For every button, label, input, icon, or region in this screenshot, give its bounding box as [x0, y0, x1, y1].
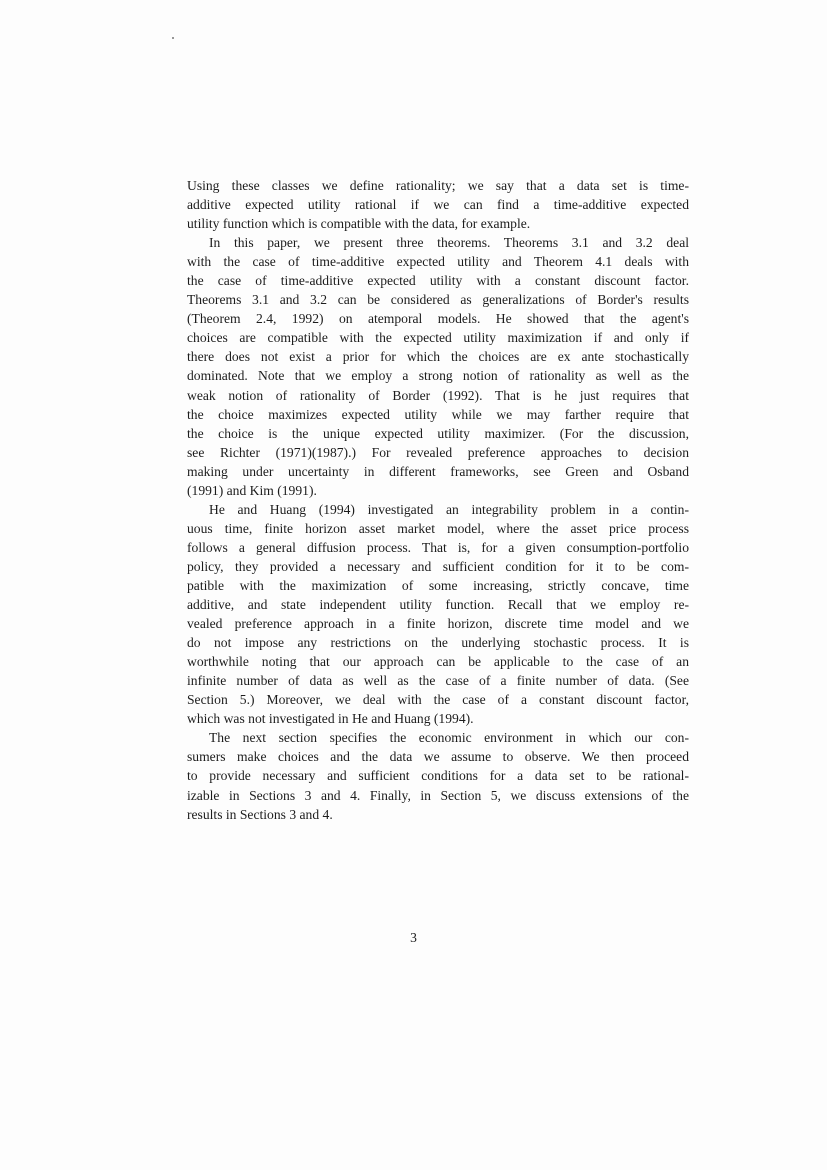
paragraph [187, 233, 689, 500]
text-line: additive, and state independent utility function. Recall that we employ re- [187, 597, 689, 613]
text-line: see Richter (1971)(1987).) For revealed preference approaches to decision [187, 444, 689, 460]
text-line: utility function which is compatible with the data, for example. [187, 216, 531, 232]
text-line: results in Sections 3 and 4. [187, 806, 333, 822]
text-line: vealed preference approach in a finite horizon, discrete time model and we [187, 616, 689, 632]
text-line: (Theorem 2.4, 1992) on atemporal models. He showed that the agent's [187, 311, 689, 327]
text-line: additive expected utility rational if we can find a time-additive expected [187, 197, 689, 213]
text-line: making under uncertainty in different frameworks, see Green and Osband [187, 463, 689, 479]
text-line: do not impose any restrictions on the underlying stochastic process. It is [187, 635, 689, 651]
text-line: The next section specifies the economic environment in which our con- [209, 730, 689, 746]
text-line: Theorems 3.1 and 3.2 can be considered as generalizations of Border's results [187, 292, 689, 308]
text-line: follows a general diffusion process. That is, for a given consumption-portfolio [187, 539, 689, 555]
text-line: He and Huang (1994) investigated an integrability problem in a contin- [209, 501, 689, 517]
text-line: sumers make choices and the data we assume to observe. We then proceed [187, 749, 689, 765]
page-number: 3 [410, 930, 417, 945]
text-line: dominated. Note that we employ a strong notion of rationality as well as the [187, 368, 689, 384]
text-line: infinite number of data as well as the case of a finite number of data. (See [187, 673, 689, 689]
text-line: worthwhile noting that our approach can be applicable to the case of an [187, 654, 689, 670]
text-line: to provide necessary and sufficient conditions for a data set to be rational- [187, 768, 689, 784]
text-line: Using these classes we define rationality; we say that a data set is time- [187, 178, 689, 193]
text-line: weak notion of rationality of Border (1992). That is he just requires that [187, 387, 689, 403]
text-line: the choice maximizes expected utility while we may farther require that [187, 406, 689, 422]
body-text [187, 176, 689, 824]
text-line: the case of time-additive expected utility with a constant discount factor. [187, 273, 689, 289]
text-line: policy, they provided a necessary and sufficient condition for it to be com- [187, 558, 689, 574]
text-line: choices are compatible with the expected utility maximization if and only if [187, 330, 689, 346]
paragraph [187, 728, 689, 823]
text-line: In this paper, we present three theorems. Theorems 3.1 and 3.2 deal [209, 235, 689, 251]
text-line: uous time, finite horizon asset market model, where the asset price process [187, 520, 689, 536]
text-line: which was not investigated in He and Huang (1994). [187, 711, 474, 727]
paragraph [187, 500, 689, 729]
text-line: (1991) and Kim (1991). [187, 482, 317, 498]
paragraph [187, 176, 689, 233]
text-line: izable in Sections 3 and 4. Finally, in Section 5, we discuss extensions of the [187, 787, 689, 803]
scan-speck [172, 37, 174, 39]
text-line: with the case of time-additive expected utility and Theorem 4.1 deals with [187, 254, 689, 270]
text-line: the choice is the unique expected utility maximizer. (For the discussion, [187, 425, 689, 441]
text-line: Section 5.) Moreover, we deal with the case of a constant discount factor, [187, 692, 689, 708]
text-line: patible with the maximization of some increasing, strictly concave, time [187, 577, 689, 593]
text-line: there does not exist a prior for which the choices are ex ante stochastically [187, 349, 689, 365]
